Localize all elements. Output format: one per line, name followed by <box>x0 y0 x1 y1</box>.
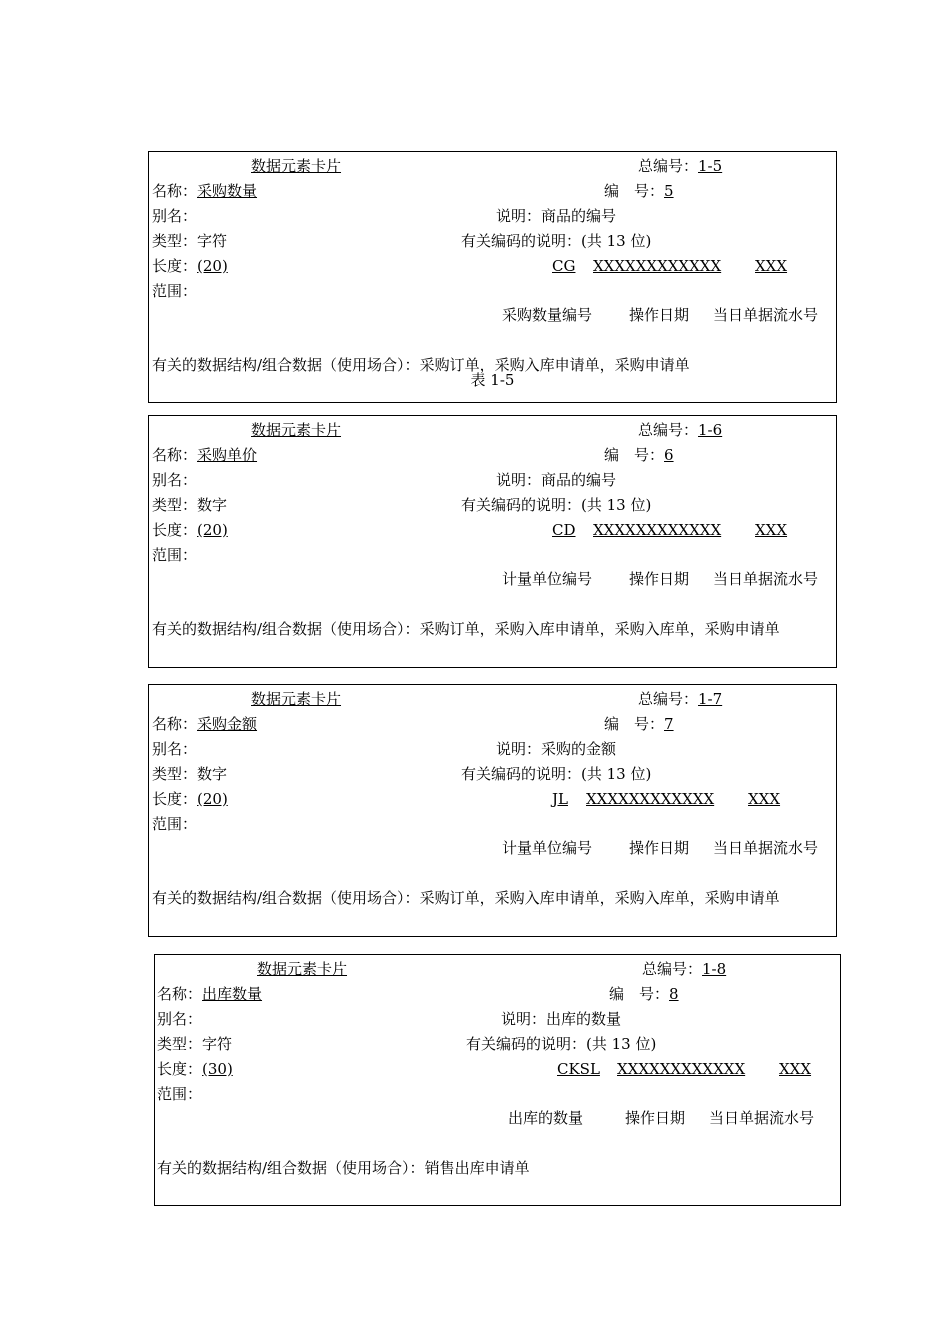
data-element-card-1-6 <box>148 415 837 668</box>
type-label: 类型： <box>152 496 198 514</box>
code-no-value: 6 <box>664 446 674 464</box>
data-element-card-1-8 <box>154 954 841 1206</box>
length-field <box>152 518 228 543</box>
desc-label: 说明： <box>496 740 542 758</box>
segment-label: 采购数量编号 <box>502 306 593 324</box>
related-value: 采购订单，采购入库申请单，采购申请单 <box>419 356 690 374</box>
alias-label: 别名： <box>157 1010 203 1028</box>
total-no-value: 1-8 <box>702 960 727 978</box>
code-prefix: CG <box>552 257 576 275</box>
desc-field <box>496 204 616 229</box>
code-prefix: CKSL <box>557 1060 600 1078</box>
code-prefix: CD <box>552 521 576 539</box>
code-no-field <box>604 712 674 737</box>
range-label: 范围： <box>157 1085 203 1103</box>
length-field <box>152 787 228 812</box>
total-no-value: 1-5 <box>698 157 723 175</box>
code-suffix: XXX <box>748 790 781 808</box>
op-date-label: 操作日期 <box>625 1109 686 1127</box>
type-label: 类型： <box>152 232 198 250</box>
code-no-value: 8 <box>669 985 679 1003</box>
serial-label: 当日单据流水号 <box>713 570 819 588</box>
name-label: 名称： <box>152 182 198 200</box>
total-no-field <box>638 687 722 712</box>
name-field <box>152 712 257 737</box>
name-field <box>152 443 257 468</box>
table-caption <box>149 370 836 390</box>
related-field <box>152 617 834 642</box>
type-field <box>152 493 227 518</box>
length-field <box>157 1057 233 1082</box>
length-value: (30) <box>202 1060 233 1078</box>
segment-label: 出库的数量 <box>508 1109 584 1127</box>
serial-label: 当日单据流水号 <box>713 306 819 324</box>
desc-field <box>496 737 616 762</box>
related-field <box>157 1156 530 1181</box>
type-field <box>157 1032 232 1057</box>
desc-label: 说明： <box>496 471 542 489</box>
code-xs: XXXXXXXXXXXX <box>586 790 715 808</box>
name-label: 名称： <box>152 715 198 733</box>
name-value: 采购单价 <box>197 446 258 464</box>
code-no-field <box>604 179 674 204</box>
total-no-label: 总编号： <box>638 421 699 439</box>
table-caption-text: 表 1-5 <box>470 371 515 389</box>
alias-label: 别名： <box>152 471 198 489</box>
data-element-card-1-7 <box>148 684 837 937</box>
card-title: 数据元素卡片 <box>251 690 342 708</box>
length-label: 长度： <box>157 1060 203 1078</box>
code-no-label: 编 号： <box>604 182 665 200</box>
alias-label: 别名： <box>152 207 198 225</box>
code-no-value: 5 <box>664 182 674 200</box>
related-label: 有关的数据结构/组合数据（使用场合）： <box>152 356 420 374</box>
related-value: 采购订单，采购入库申请单，采购入库单，采购申请单 <box>419 889 780 907</box>
desc-field <box>496 468 616 493</box>
desc-value: 出库的数量 <box>546 1010 622 1028</box>
total-no-field <box>638 418 722 443</box>
total-no-label: 总编号： <box>642 960 703 978</box>
type-value: 数字 <box>197 765 228 783</box>
desc-label: 说明： <box>496 207 542 225</box>
length-label: 长度： <box>152 257 198 275</box>
code-prefix: JL <box>552 790 568 808</box>
card-title: 数据元素卡片 <box>257 960 348 978</box>
type-value: 数字 <box>197 496 228 514</box>
coding-desc: 有关编码的说明：(共 13 位) <box>461 496 652 514</box>
code-xs: XXXXXXXXXXXX <box>593 521 722 539</box>
coding-desc: 有关编码的说明：(共 13 位) <box>466 1035 657 1053</box>
desc-value: 采购的金额 <box>541 740 617 758</box>
op-date-label: 操作日期 <box>629 839 690 857</box>
data-element-card-1-5 <box>148 151 837 403</box>
total-no-label: 总编号： <box>638 157 699 175</box>
type-field <box>152 762 227 787</box>
name-value: 采购数量 <box>197 182 258 200</box>
code-suffix: XXX <box>755 257 788 275</box>
range-label: 范围： <box>152 546 198 564</box>
segment-label: 计量单位编号 <box>502 839 593 857</box>
desc-label: 说明： <box>501 1010 547 1028</box>
desc-field <box>501 1007 621 1032</box>
range-label: 范围： <box>152 282 198 300</box>
related-label: 有关的数据结构/组合数据（使用场合）： <box>152 889 420 907</box>
type-value: 字符 <box>202 1035 233 1053</box>
serial-label: 当日单据流水号 <box>713 839 819 857</box>
desc-value: 商品的编号 <box>541 471 617 489</box>
total-no-field <box>642 957 726 982</box>
length-label: 长度： <box>152 521 198 539</box>
code-no-label: 编 号： <box>604 715 665 733</box>
range-label: 范围： <box>152 815 198 833</box>
name-field <box>157 982 262 1007</box>
type-value: 字符 <box>197 232 228 250</box>
type-label: 类型： <box>157 1035 203 1053</box>
alias-label: 别名： <box>152 740 198 758</box>
code-no-field <box>604 443 674 468</box>
related-label: 有关的数据结构/组合数据（使用场合）： <box>157 1159 425 1177</box>
code-no-label: 编 号： <box>604 446 665 464</box>
type-label: 类型： <box>152 765 198 783</box>
code-suffix: XXX <box>779 1060 812 1078</box>
length-value: (20) <box>197 790 228 808</box>
total-no-field <box>638 154 722 179</box>
related-value: 销售出库申请单 <box>424 1159 530 1177</box>
code-suffix: XXX <box>755 521 788 539</box>
related-field <box>152 886 834 911</box>
desc-value: 商品的编号 <box>541 207 617 225</box>
related-label: 有关的数据结构/组合数据（使用场合）： <box>152 620 420 638</box>
op-date-label: 操作日期 <box>629 570 690 588</box>
length-label: 长度： <box>152 790 198 808</box>
total-no-value: 1-6 <box>698 421 723 439</box>
length-field <box>152 254 228 279</box>
length-value: (20) <box>197 521 228 539</box>
name-label: 名称： <box>152 446 198 464</box>
code-no-value: 7 <box>664 715 674 733</box>
coding-desc: 有关编码的说明：(共 13 位) <box>461 232 652 250</box>
coding-desc: 有关编码的说明：(共 13 位) <box>461 765 652 783</box>
total-no-value: 1-7 <box>698 690 723 708</box>
name-label: 名称： <box>157 985 203 1003</box>
card-title: 数据元素卡片 <box>251 421 342 439</box>
total-no-label: 总编号： <box>638 690 699 708</box>
serial-label: 当日单据流水号 <box>709 1109 815 1127</box>
length-value: (20) <box>197 257 228 275</box>
code-xs: XXXXXXXXXXXX <box>593 257 722 275</box>
op-date-label: 操作日期 <box>629 306 690 324</box>
card-title: 数据元素卡片 <box>251 157 342 175</box>
name-value: 出库数量 <box>202 985 263 1003</box>
code-no-label: 编 号： <box>609 985 670 1003</box>
name-field <box>152 179 257 204</box>
type-field <box>152 229 227 254</box>
related-value: 采购订单，采购入库申请单，采购入库单，采购申请单 <box>419 620 780 638</box>
code-no-field <box>609 982 679 1007</box>
name-value: 采购金额 <box>197 715 258 733</box>
segment-label: 计量单位编号 <box>502 570 593 588</box>
code-xs: XXXXXXXXXXXX <box>617 1060 746 1078</box>
